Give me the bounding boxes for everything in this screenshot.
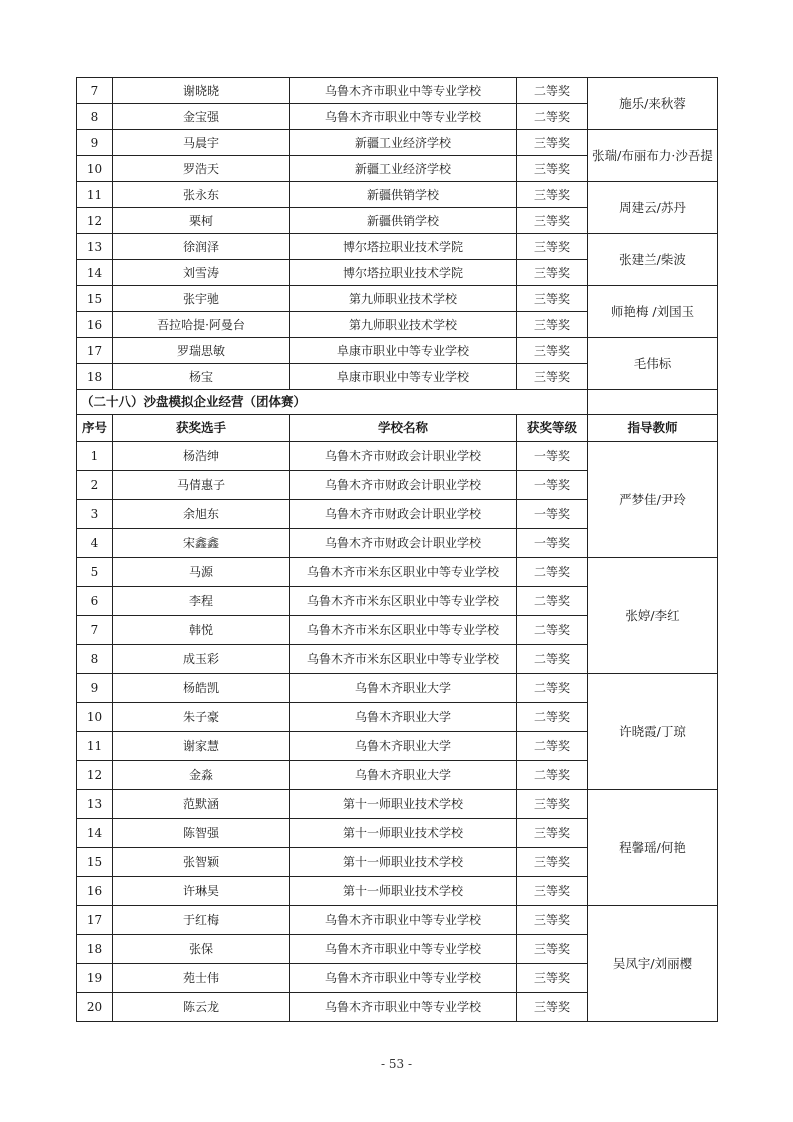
award-level: 二等奖 — [517, 616, 588, 645]
winner-name: 徐润泽 — [113, 234, 290, 260]
row-number: 13 — [77, 790, 113, 819]
school-name: 乌鲁木齐市财政会计职业学校 — [290, 500, 517, 529]
advisor-teachers: 师艳梅 /刘国玉 — [588, 286, 718, 338]
row-number: 3 — [77, 500, 113, 529]
award-table — [76, 77, 718, 1022]
winner-name: 张保 — [113, 935, 290, 964]
school-name: 阜康市职业中等专业学校 — [290, 364, 517, 390]
section-title-row — [77, 390, 718, 415]
winner-name: 马晨宇 — [113, 130, 290, 156]
school-name: 新疆工业经济学校 — [290, 156, 517, 182]
school-name: 乌鲁木齐市职业中等专业学校 — [290, 906, 517, 935]
award-level: 三等奖 — [517, 364, 588, 390]
winner-name: 栗柯 — [113, 208, 290, 234]
row-number: 18 — [77, 364, 113, 390]
award-level: 三等奖 — [517, 208, 588, 234]
award-level: 三等奖 — [517, 156, 588, 182]
winner-name: 马源 — [113, 558, 290, 587]
advisor-teachers: 毛伟标 — [588, 338, 718, 390]
winner-name: 谢家慧 — [113, 732, 290, 761]
award-level: 三等奖 — [517, 338, 588, 364]
winner-name: 朱子豪 — [113, 703, 290, 732]
row-number: 5 — [77, 558, 113, 587]
school-name: 乌鲁木齐职业大学 — [290, 761, 517, 790]
winner-name: 范默涵 — [113, 790, 290, 819]
award-level: 三等奖 — [517, 234, 588, 260]
winner-name: 马倩惠子 — [113, 471, 290, 500]
row-number: 1 — [77, 442, 113, 471]
row-number: 19 — [77, 964, 113, 993]
row-number: 10 — [77, 703, 113, 732]
table-row — [77, 286, 718, 312]
page-number: - 53 - — [380, 1057, 412, 1071]
header-number: 序号 — [77, 415, 113, 442]
award-level: 二等奖 — [517, 645, 588, 674]
school-name: 乌鲁木齐职业大学 — [290, 674, 517, 703]
school-name: 乌鲁木齐市米东区职业中等专业学校 — [290, 616, 517, 645]
row-number: 13 — [77, 234, 113, 260]
winner-name: 余旭东 — [113, 500, 290, 529]
school-name: 乌鲁木齐市米东区职业中等专业学校 — [290, 558, 517, 587]
award-level: 二等奖 — [517, 732, 588, 761]
header-teacher: 指导教师 — [588, 415, 718, 442]
winner-name: 罗瑞思敏 — [113, 338, 290, 364]
school-name: 乌鲁木齐市职业中等专业学校 — [290, 104, 517, 130]
row-number: 11 — [77, 182, 113, 208]
award-level: 三等奖 — [517, 130, 588, 156]
award-level: 一等奖 — [517, 442, 588, 471]
winner-name: 金宝强 — [113, 104, 290, 130]
advisor-teachers: 施乐/来秋蓉 — [588, 78, 718, 130]
row-number: 12 — [77, 208, 113, 234]
school-name: 乌鲁木齐职业大学 — [290, 732, 517, 761]
row-number: 20 — [77, 993, 113, 1022]
school-name: 第十一师职业技术学校 — [290, 877, 517, 906]
school-name: 第九师职业技术学校 — [290, 286, 517, 312]
winner-name: 杨皓凯 — [113, 674, 290, 703]
table-row — [77, 906, 718, 935]
advisor-teachers: 张建兰/柴波 — [588, 234, 718, 286]
table-header-row — [77, 415, 718, 442]
school-name: 新疆供销学校 — [290, 208, 517, 234]
table-row — [77, 130, 718, 156]
award-level: 二等奖 — [517, 104, 588, 130]
winner-name: 陈智强 — [113, 819, 290, 848]
advisor-teachers: 严梦佳/尹玲 — [588, 442, 718, 558]
award-level: 三等奖 — [517, 790, 588, 819]
school-name: 新疆供销学校 — [290, 182, 517, 208]
winner-name: 韩悦 — [113, 616, 290, 645]
winner-name: 张宇驰 — [113, 286, 290, 312]
winner-name: 宋鑫鑫 — [113, 529, 290, 558]
award-level: 三等奖 — [517, 848, 588, 877]
school-name: 乌鲁木齐市职业中等专业学校 — [290, 993, 517, 1022]
row-number: 6 — [77, 587, 113, 616]
award-level: 一等奖 — [517, 529, 588, 558]
table-row — [77, 78, 718, 104]
school-name: 新疆工业经济学校 — [290, 130, 517, 156]
row-number: 14 — [77, 260, 113, 286]
school-name: 第九师职业技术学校 — [290, 312, 517, 338]
row-number: 8 — [77, 645, 113, 674]
award-level: 二等奖 — [517, 558, 588, 587]
header-level: 获奖等级 — [517, 415, 588, 442]
empty-cell — [588, 390, 718, 415]
award-level: 三等奖 — [517, 935, 588, 964]
award-level: 三等奖 — [517, 877, 588, 906]
award-level: 三等奖 — [517, 312, 588, 338]
award-level: 三等奖 — [517, 182, 588, 208]
winner-name: 苑士伟 — [113, 964, 290, 993]
table-row — [77, 442, 718, 471]
row-number: 18 — [77, 935, 113, 964]
award-level: 三等奖 — [517, 260, 588, 286]
advisor-teachers: 程馨瑶/何艳 — [588, 790, 718, 906]
award-level: 二等奖 — [517, 761, 588, 790]
row-number: 7 — [77, 78, 113, 104]
winner-name: 罗浩天 — [113, 156, 290, 182]
row-number: 15 — [77, 848, 113, 877]
winner-name: 许琳昊 — [113, 877, 290, 906]
advisor-teachers: 张婷/李红 — [588, 558, 718, 674]
award-level: 三等奖 — [517, 819, 588, 848]
school-name: 乌鲁木齐市职业中等专业学校 — [290, 78, 517, 104]
row-number: 11 — [77, 732, 113, 761]
winner-name: 张智颖 — [113, 848, 290, 877]
school-name: 第十一师职业技术学校 — [290, 819, 517, 848]
school-name: 乌鲁木齐市职业中等专业学校 — [290, 964, 517, 993]
advisor-teachers: 许晓霞/丁琼 — [588, 674, 718, 790]
school-name: 乌鲁木齐市米东区职业中等专业学校 — [290, 645, 517, 674]
award-level: 二等奖 — [517, 674, 588, 703]
school-name: 博尔塔拉职业技术学院 — [290, 234, 517, 260]
school-name: 乌鲁木齐市财政会计职业学校 — [290, 529, 517, 558]
table-row — [77, 558, 718, 587]
award-level: 三等奖 — [517, 906, 588, 935]
award-level: 三等奖 — [517, 286, 588, 312]
row-number: 9 — [77, 130, 113, 156]
school-name: 博尔塔拉职业技术学院 — [290, 260, 517, 286]
school-name: 乌鲁木齐市财政会计职业学校 — [290, 471, 517, 500]
award-level: 一等奖 — [517, 471, 588, 500]
winner-name: 吾拉哈提·阿曼台 — [113, 312, 290, 338]
advisor-teachers: 周建云/苏丹 — [588, 182, 718, 234]
school-name: 乌鲁木齐市米东区职业中等专业学校 — [290, 587, 517, 616]
row-number: 2 — [77, 471, 113, 500]
winner-name: 刘雪涛 — [113, 260, 290, 286]
row-number: 10 — [77, 156, 113, 182]
award-level: 二等奖 — [517, 78, 588, 104]
row-number: 12 — [77, 761, 113, 790]
school-name: 第十一师职业技术学校 — [290, 848, 517, 877]
row-number: 4 — [77, 529, 113, 558]
winner-name: 杨浩绅 — [113, 442, 290, 471]
winner-name: 成玉彩 — [113, 645, 290, 674]
school-name: 乌鲁木齐职业大学 — [290, 703, 517, 732]
award-level: 二等奖 — [517, 703, 588, 732]
winner-name: 陈云龙 — [113, 993, 290, 1022]
row-number: 17 — [77, 338, 113, 364]
winner-name: 谢晓晓 — [113, 78, 290, 104]
row-number: 8 — [77, 104, 113, 130]
table-row — [77, 790, 718, 819]
row-number: 7 — [77, 616, 113, 645]
award-level: 三等奖 — [517, 993, 588, 1022]
school-name: 乌鲁木齐市财政会计职业学校 — [290, 442, 517, 471]
advisor-teachers: 吴凤宇/刘丽樱 — [588, 906, 718, 1022]
winner-name: 李程 — [113, 587, 290, 616]
winner-name: 张永东 — [113, 182, 290, 208]
school-name: 阜康市职业中等专业学校 — [290, 338, 517, 364]
advisor-teachers: 张瑞/布丽布力·沙吾提 — [588, 130, 718, 182]
school-name: 第十一师职业技术学校 — [290, 790, 517, 819]
school-name: 乌鲁木齐市职业中等专业学校 — [290, 935, 517, 964]
table-row — [77, 674, 718, 703]
award-level: 二等奖 — [517, 587, 588, 616]
winner-name: 金淼 — [113, 761, 290, 790]
row-number: 14 — [77, 819, 113, 848]
row-number: 9 — [77, 674, 113, 703]
table-row — [77, 338, 718, 364]
award-level: 一等奖 — [517, 500, 588, 529]
header-winner: 获奖选手 — [113, 415, 290, 442]
row-number: 15 — [77, 286, 113, 312]
row-number: 17 — [77, 906, 113, 935]
award-level: 三等奖 — [517, 964, 588, 993]
table-row — [77, 182, 718, 208]
section-title: （二十八）沙盘模拟企业经营（团体赛） — [77, 390, 588, 415]
winner-name: 杨宝 — [113, 364, 290, 390]
winner-name: 于红梅 — [113, 906, 290, 935]
table-row — [77, 234, 718, 260]
header-school: 学校名称 — [290, 415, 517, 442]
row-number: 16 — [77, 312, 113, 338]
row-number: 16 — [77, 877, 113, 906]
